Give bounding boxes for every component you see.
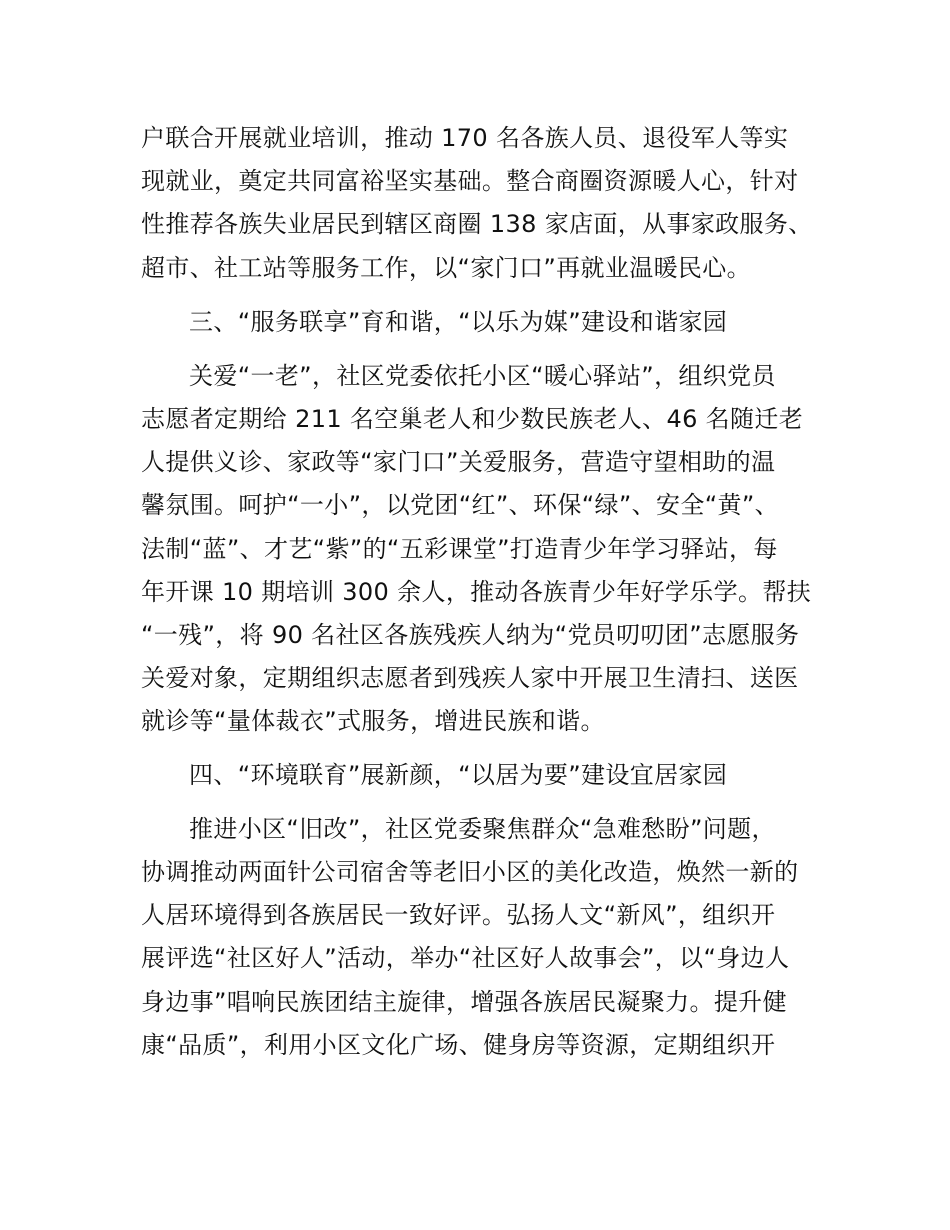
text-line-1: 户联合开展就业培训，推动 170 名各族人员、退役军人等实: [141, 124, 789, 152]
text-line-13: 关爱对象，定期组织志愿者到残疾人家中开展卫生清扫、送医: [141, 664, 799, 692]
paragraph-start-line: 关爱“一老”，社区党委依托小区“暖心驿站”，组织党员: [189, 362, 776, 390]
text-line-8: 人提供义诊、家政等“家门口”关爱服务，营造守望相助的温: [141, 448, 776, 476]
text-line-3: 性推荐各族失业居民到辖区商圈 138 家店面，从事家政服务、: [141, 210, 813, 238]
text-line-19: 展评选“社区好人”活动，举办“社区好人故事会”，以“身边人: [141, 944, 790, 972]
text-line-2: 现就业，奠定共同富裕坚实基础。整合商圈资源暖人心，针对: [141, 167, 799, 195]
text-line-7: 志愿者定期给 211 名空巢老人和少数民族老人、46 名随迁老: [141, 405, 804, 433]
text-line-17: 协调推动两面针公司宿舍等老旧小区的美化改造，焕然一新的: [141, 858, 799, 886]
text-line-10: 法制“蓝”、才艺“紫”的“五彩课堂”打造青少年学习驿站，每: [141, 535, 778, 563]
text-line-12: “一残”，将 90 名社区各族残疾人纳为“党员叨叨团”志愿服务: [141, 621, 800, 649]
text-line-4: 超市、社工站等服务工作，以“家门口”再就业温暖民心。: [141, 254, 751, 282]
text-line-14: 就诊等“量体裁衣”式服务，增进民族和谐。: [141, 707, 605, 735]
text-line-9: 馨氛围。呵护“一小”，以党团“红”、环保“绿”、安全“黄”、: [141, 491, 779, 519]
text-line-21: 康“品质”，利用小区文化广场、健身房等资源，定期组织开: [141, 1031, 776, 1059]
section-heading-4: 四、“环境联育”展新颜，“以居为要”建设宜居家园: [189, 761, 728, 789]
text-line-20: 身边事”唱响民族团结主旋律，增强各族居民凝聚力。提升健: [141, 988, 787, 1016]
text-line-18: 人居环境得到各族居民一致好评。弘扬人文“新风”，组织开: [141, 901, 776, 929]
section-heading-3: 三、“服务联享”育和谐，“以乐为媒”建设和谐家园: [189, 308, 728, 336]
text-line-11: 年开课 10 期培训 300 余人，推动各族青少年好学乐学。帮扶: [141, 578, 812, 606]
paragraph-start-line: 推进小区“旧改”，社区党委聚焦群众“急难愁盼”问题，: [189, 815, 776, 843]
